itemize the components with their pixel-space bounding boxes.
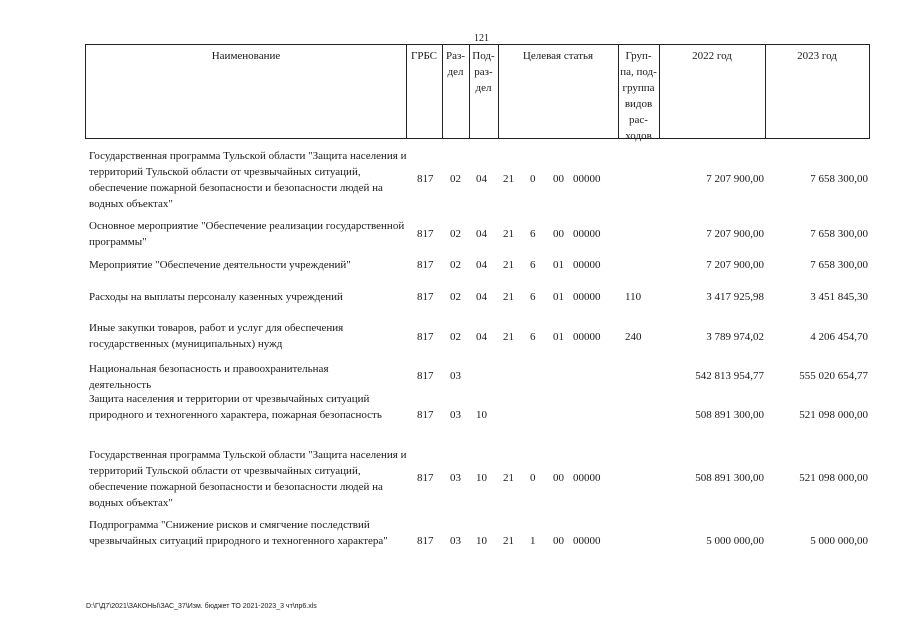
row-grbs: 817: [417, 370, 434, 382]
row-grbs: 817: [417, 535, 434, 547]
row-podrazdel: 10: [476, 535, 487, 547]
header-2022: 2022 год: [692, 50, 732, 62]
header-name: Наименование: [211, 50, 281, 62]
row-2023: 7 658 300,00: [810, 259, 868, 271]
row-2023: 521 098 000,00: [799, 409, 868, 421]
row-2023: 7 658 300,00: [810, 173, 868, 185]
row-program: 21: [503, 472, 514, 484]
header-2023: 2023 год: [797, 50, 837, 62]
table-row: [89, 447, 870, 511]
row-program: 21: [503, 173, 514, 185]
table-row: [89, 391, 870, 439]
row-2022: 542 813 954,77: [695, 370, 764, 382]
row-razdel: 03: [450, 472, 461, 484]
row-subprogram: 0: [530, 173, 536, 185]
table-row: [89, 257, 870, 273]
table-row: [89, 289, 870, 305]
row-name: Защита населения и территории от чрезвычайных ситуаций природного и техногенного характера, пожарная безопасность: [89, 393, 382, 421]
header-target: Целевая статья: [522, 50, 594, 62]
row-name: Основное мероприятие "Обеспечение реализации государственной программы": [89, 220, 405, 248]
row-podrazdel: 04: [476, 259, 487, 271]
row-razdel: 02: [450, 331, 461, 343]
row-2022: 508 891 300,00: [695, 472, 764, 484]
table-row: [89, 218, 870, 250]
row-program: 21: [503, 331, 514, 343]
row-name: Национальная безопасность и правоохранительная деятельность: [89, 363, 329, 391]
row-podrazdel: 04: [476, 173, 487, 185]
row-razdel: 03: [450, 370, 461, 382]
table-header: [85, 44, 870, 142]
header-razdel: Раз- дел: [445, 50, 465, 78]
row-name: Иные закупки товаров, работ и услуг для обеспечения государственных (муниципальных) нужд: [89, 322, 344, 350]
row-podrazdel: 10: [476, 472, 487, 484]
row-code: 00000: [573, 472, 601, 484]
row-2022: 508 891 300,00: [695, 409, 764, 421]
row-podrazdel: 04: [476, 228, 487, 240]
row-name: Подпрограмма "Снижение рисков и смягчение последствий чрезвычайных ситуаций природного и техногенного характера": [89, 519, 388, 547]
row-2023: 3 451 845,30: [810, 291, 868, 303]
row-code: 00000: [573, 331, 601, 343]
row-podrazdel: 04: [476, 331, 487, 343]
row-2022: 3 417 925,98: [706, 291, 764, 303]
row-code: 00000: [573, 535, 601, 547]
row-code: 00000: [573, 173, 601, 185]
row-2023: 555 020 654,77: [799, 370, 868, 382]
row-2023: 7 658 300,00: [810, 228, 868, 240]
table-row: [89, 361, 870, 393]
row-code: 00000: [573, 259, 601, 271]
row-razdel: 02: [450, 228, 461, 240]
row-code: 00000: [573, 291, 601, 303]
file-path-footer: D:\Г\Д7\2021\ЗАКОНЫ\ЗАС_37\Изм. бюджет ТО 2021-2023_3 чт\пр6.xls: [86, 603, 317, 610]
row-main-event: 00: [553, 228, 564, 240]
row-grbs: 817: [417, 259, 434, 271]
row-main-event: 01: [553, 331, 564, 343]
table-row: [89, 517, 870, 565]
row-grbs: 817: [417, 409, 434, 421]
row-subprogram: 1: [530, 535, 536, 547]
row-razdel: 02: [450, 291, 461, 303]
row-grbs: 817: [417, 472, 434, 484]
row-subprogram: 6: [530, 331, 536, 343]
row-2023: 4 206 454,70: [810, 331, 868, 343]
row-grbs: 817: [417, 173, 434, 185]
row-vr: 110: [625, 291, 642, 303]
row-razdel: 03: [450, 535, 461, 547]
row-program: 21: [503, 291, 514, 303]
row-main-event: 00: [553, 472, 564, 484]
row-subprogram: 6: [530, 259, 536, 271]
row-grbs: 817: [417, 331, 434, 343]
row-razdel: 02: [450, 173, 461, 185]
row-2022: 7 207 900,00: [706, 173, 764, 185]
table-row: [89, 320, 870, 352]
row-name: Расходы на выплаты персоналу казенных учреждений: [89, 291, 343, 303]
header-vr: Груп- па, под- группа видов рас- ходов: [620, 50, 657, 142]
row-main-event: 01: [553, 259, 564, 271]
row-name: Мероприятие "Обеспечение деятельности учреждений": [89, 259, 351, 271]
row-program: 21: [503, 259, 514, 271]
row-podrazdel: 10: [476, 409, 487, 421]
row-main-event: 00: [553, 535, 564, 547]
row-razdel: 02: [450, 259, 461, 271]
row-2023: 521 098 000,00: [799, 472, 868, 484]
row-main-event: 00: [553, 173, 564, 185]
row-name: Государственная программа Тульской области "Защита населения и территорий Тульской области от чрезвычайных ситуаций, обеспечение пожарной безопасности и безопасности людей на водных объектах": [89, 449, 407, 509]
row-podrazdel: 04: [476, 291, 487, 303]
row-code: 00000: [573, 228, 601, 240]
row-subprogram: 6: [530, 228, 536, 240]
page-number: 121: [474, 33, 489, 44]
row-2022: 7 207 900,00: [706, 228, 764, 240]
header-podrazdel: Под- раз- дел: [472, 50, 495, 94]
row-subprogram: 6: [530, 291, 536, 303]
row-2023: 5 000 000,00: [810, 535, 868, 547]
row-grbs: 817: [417, 291, 434, 303]
row-2022: 3 789 974,02: [706, 331, 764, 343]
row-main-event: 01: [553, 291, 564, 303]
row-program: 21: [503, 535, 514, 547]
row-grbs: 817: [417, 228, 434, 240]
row-program: 21: [503, 228, 514, 240]
header-grbs: ГРБС: [410, 50, 438, 62]
row-vr: 240: [625, 331, 642, 343]
row-2022: 7 207 900,00: [706, 259, 764, 271]
row-subprogram: 0: [530, 472, 536, 484]
row-2022: 5 000 000,00: [706, 535, 764, 547]
table-row: [89, 148, 870, 212]
row-name: Государственная программа Тульской области "Защита населения и территорий Тульской области от чрезвычайных ситуаций, обеспечение пожарной безопасности и безопасности людей на водных объектах": [89, 150, 407, 210]
row-razdel: 03: [450, 409, 461, 421]
